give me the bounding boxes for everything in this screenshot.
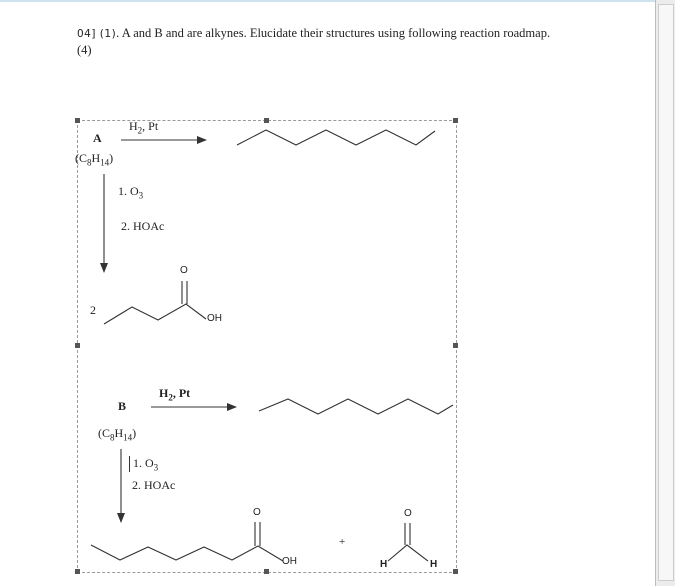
- scrollbar-thumb[interactable]: [658, 4, 674, 581]
- question-text: . A and B and are alkynes. Elucidate their structures using following reaction roadmap.: [116, 26, 551, 40]
- octane-skeleton-a: [237, 130, 435, 145]
- compound-a-label: A: [93, 131, 102, 145]
- question-marks: (4): [77, 43, 92, 57]
- reagent-a-hoac: 2. HOAc: [121, 219, 165, 233]
- plus-sign: +: [339, 536, 346, 548]
- formaldehyde-skeleton: [388, 545, 428, 561]
- reagent-b-ozone: 1. $O_3$: [129, 456, 158, 472]
- formaldehyde-h-left: H: [380, 559, 388, 570]
- product-b-oh: OH: [282, 556, 297, 567]
- formaldehyde-o: O: [404, 508, 412, 519]
- reagent-a-h2-pt: $H_2$, Pt: [129, 119, 159, 136]
- formaldehyde-h-right: H: [430, 559, 438, 570]
- heptanoic-acid-skeleton: [91, 545, 283, 561]
- reagent-b-hoac: 2. HOAc: [132, 478, 176, 492]
- product-b-carbonyl-o: O: [253, 507, 261, 518]
- question-number: 04] (1): [77, 28, 117, 40]
- vertical-scrollbar[interactable]: [655, 0, 675, 586]
- reagent-b-h2-pt: $H_2$, Pt: [159, 386, 191, 403]
- reagent-a-ozone: 1. $O_3$: [118, 184, 144, 201]
- octane-skeleton-b: [259, 399, 453, 414]
- butanoic-acid-skeleton: [104, 304, 206, 324]
- compound-b-formula: $(C_8H_{14})$: [98, 426, 137, 443]
- product-a-oh: OH: [207, 313, 222, 324]
- compound-a-formula: $(C_8H_{14})$: [75, 151, 114, 168]
- product-a-carbonyl-o: O: [180, 265, 188, 276]
- compound-b-label: B: [118, 399, 127, 413]
- product-a-coefficient: 2: [90, 303, 96, 317]
